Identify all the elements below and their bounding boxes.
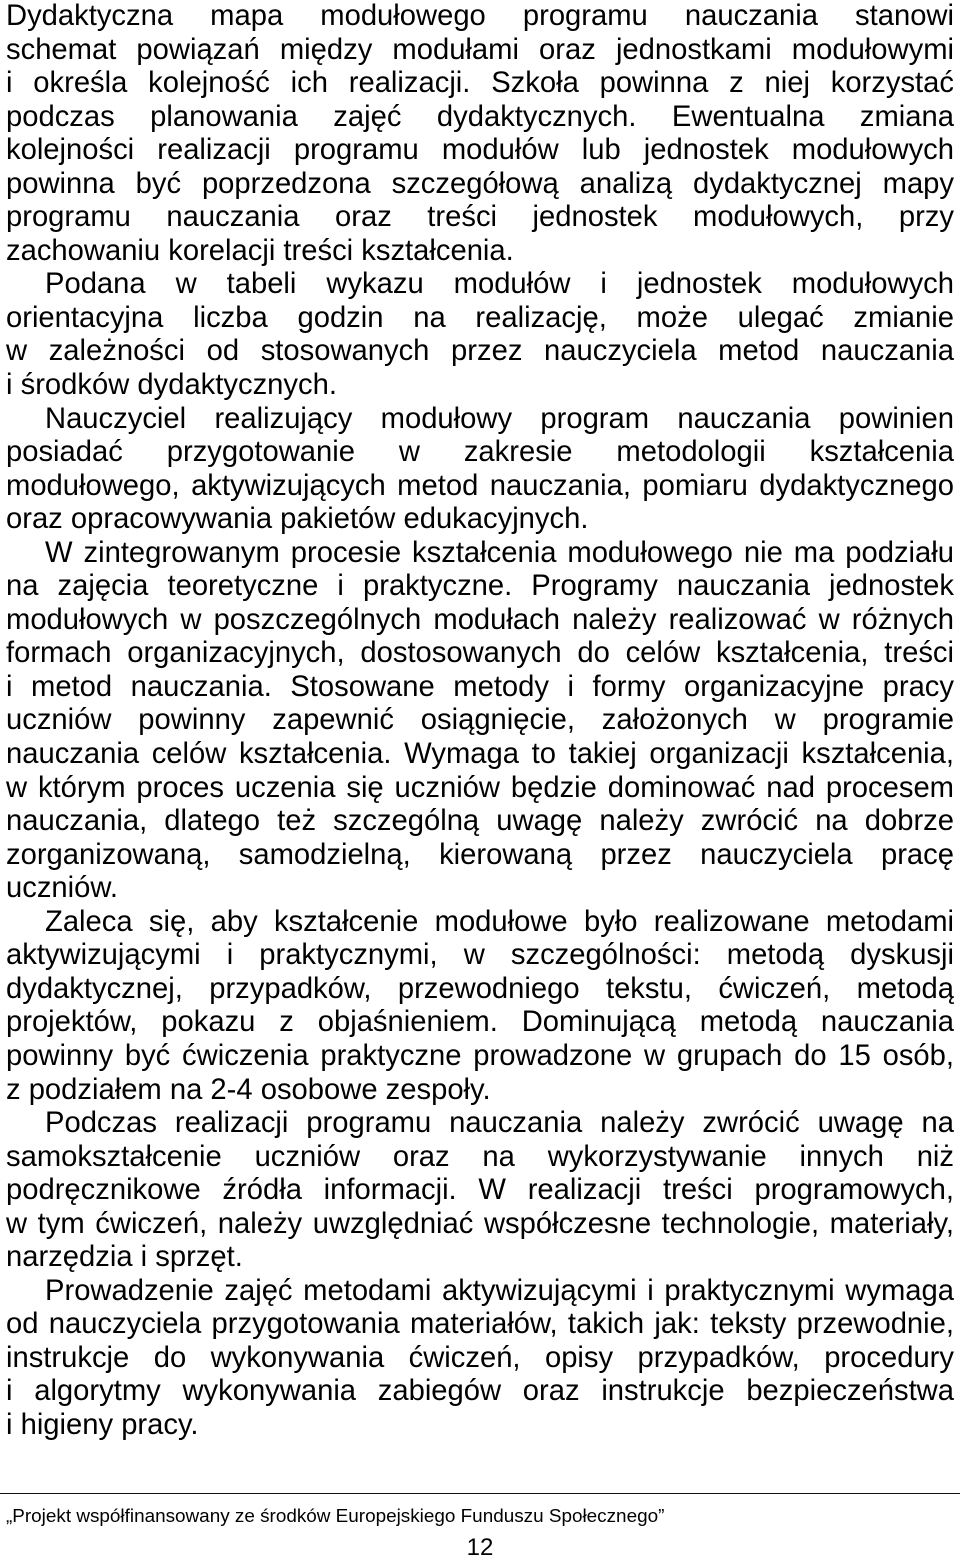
text-line: w tym ćwiczeń, należy uwzględniać współczesne technologie, materiały, <box>6 1207 954 1240</box>
text-line: kolejności realizacji programu modułów lub jednostek modułowych <box>6 134 954 167</box>
text-line: powinna być poprzedzona szczegółową analizą dydaktycznej mapy <box>6 167 954 200</box>
text-line: Podczas realizacji programu nauczania należy zwrócić uwagę na <box>45 1107 954 1140</box>
text-line: Zaleca się, aby kształcenie modułowe było realizowane metodami <box>45 905 954 938</box>
paragraph <box>6 906 954 1107</box>
text-line: w którym proces uczenia się uczniów będzie dominować nad procesem <box>6 771 954 804</box>
text-line: narzędzia i sprzęt. <box>6 1241 243 1274</box>
text-line: orientacyjna liczba godzin na realizację, może ulegać zmianie <box>6 301 954 334</box>
text-line: Prowadzenie zajęć metodami aktywizującymi i praktycznymi wymaga <box>45 1274 954 1307</box>
text-line: projektów, pokazu z objaśnieniem. Dominującą metodą nauczania <box>6 1006 954 1039</box>
paragraph <box>6 0 954 268</box>
text-line: modułowego, aktywizujących metod nauczania, pomiaru dydaktycznego <box>6 469 954 502</box>
paragraph <box>6 403 954 537</box>
text-line: uczniów powinny zapewnić osiągnięcie, założonych w programie <box>6 704 954 737</box>
text-line: oraz opracowywania pakietów edukacyjnych. <box>6 503 589 536</box>
footer-funding-note: „Projekt współfinansowany ze środków Europejskiego Funduszu Społecznego” <box>6 1506 665 1527</box>
text-line: Nauczyciel realizujący modułowy program nauczania powinien <box>45 402 954 435</box>
text-line: w zależności od stosowanych przez nauczyciela metod nauczania <box>6 335 954 368</box>
text-line: powinny być ćwiczenia praktyczne prowadzone w grupach do 15 osób, <box>6 1039 954 1072</box>
text-line: posiadać przygotowanie w zakresie metodologii kształcenia <box>6 436 954 469</box>
text-line: i higieny pracy. <box>6 1408 199 1441</box>
text-line: dydaktycznej, przypadków, przewodniego tekstu, ćwiczeń, metodą <box>6 972 954 1005</box>
text-line: modułowych w poszczególnych modułach należy realizować w różnych <box>6 603 954 636</box>
page-number: 12 <box>466 1534 494 1560</box>
text-line: schemat powiązań między modułami oraz jednostkami modułowymi <box>6 33 954 66</box>
text-line: i metod nauczania. Stosowane metody i formy organizacyjne pracy <box>6 670 954 703</box>
text-line: uczniów. <box>6 872 118 905</box>
text-line: formach organizacyjnych, dostosowanych do celów kształcenia, treści <box>6 637 954 670</box>
body-text <box>6 0 954 1443</box>
text-line: i określa kolejność ich realizacji. Szkoła powinna z niej korzystać <box>6 67 954 100</box>
text-line: nauczania, dlatego też szczególną uwagę należy zwrócić na dobrze <box>6 805 954 838</box>
paragraph <box>6 537 954 906</box>
paragraph <box>6 1107 954 1275</box>
paragraph <box>6 1275 954 1443</box>
text-line: nauczania celów kształcenia. Wymaga to takiej organizacji kształcenia, <box>6 738 954 771</box>
text-line: aktywizującymi i praktycznymi, w szczególności: metodą dyskusji <box>6 939 954 972</box>
text-line: podręcznikowe źródła informacji. W realizacji treści programowych, <box>6 1174 954 1207</box>
text-line: i algorytmy wykonywania zabiegów oraz instrukcje bezpieczeństwa <box>6 1375 954 1408</box>
footer-divider <box>0 1493 960 1494</box>
text-line: na zajęcia teoretyczne i praktyczne. Programy nauczania jednostek <box>6 570 954 603</box>
text-line: zachowaniu korelacji treści kształcenia. <box>6 234 514 267</box>
text-line: samokształcenie uczniów oraz na wykorzystywanie innych niż <box>6 1140 954 1173</box>
text-line: Dydaktyczna mapa modułowego programu nauczania stanowi <box>6 0 954 32</box>
text-line: podczas planowania zajęć dydaktycznych. Ewentualna zmiana <box>6 100 954 133</box>
text-line: zorganizowaną, samodzielną, kierowaną przez nauczyciela pracę <box>6 838 954 871</box>
text-line: programu nauczania oraz treści jednostek modułowych, przy <box>6 201 954 234</box>
text-line: Podana w tabeli wykazu modułów i jednostek modułowych <box>45 268 954 301</box>
text-line: od nauczyciela przygotowania materiałów, takich jak: teksty przewodnie, <box>6 1308 954 1341</box>
text-line: W zintegrowanym procesie kształcenia modułowego nie ma podziału <box>45 536 954 569</box>
text-line: instrukcje do wykonywania ćwiczeń, opisy przypadków, procedury <box>6 1341 954 1374</box>
text-line: z podziałem na 2-4 osobowe zespoły. <box>6 1073 491 1106</box>
paragraph <box>6 268 954 402</box>
text-line: i środków dydaktycznych. <box>6 369 337 402</box>
